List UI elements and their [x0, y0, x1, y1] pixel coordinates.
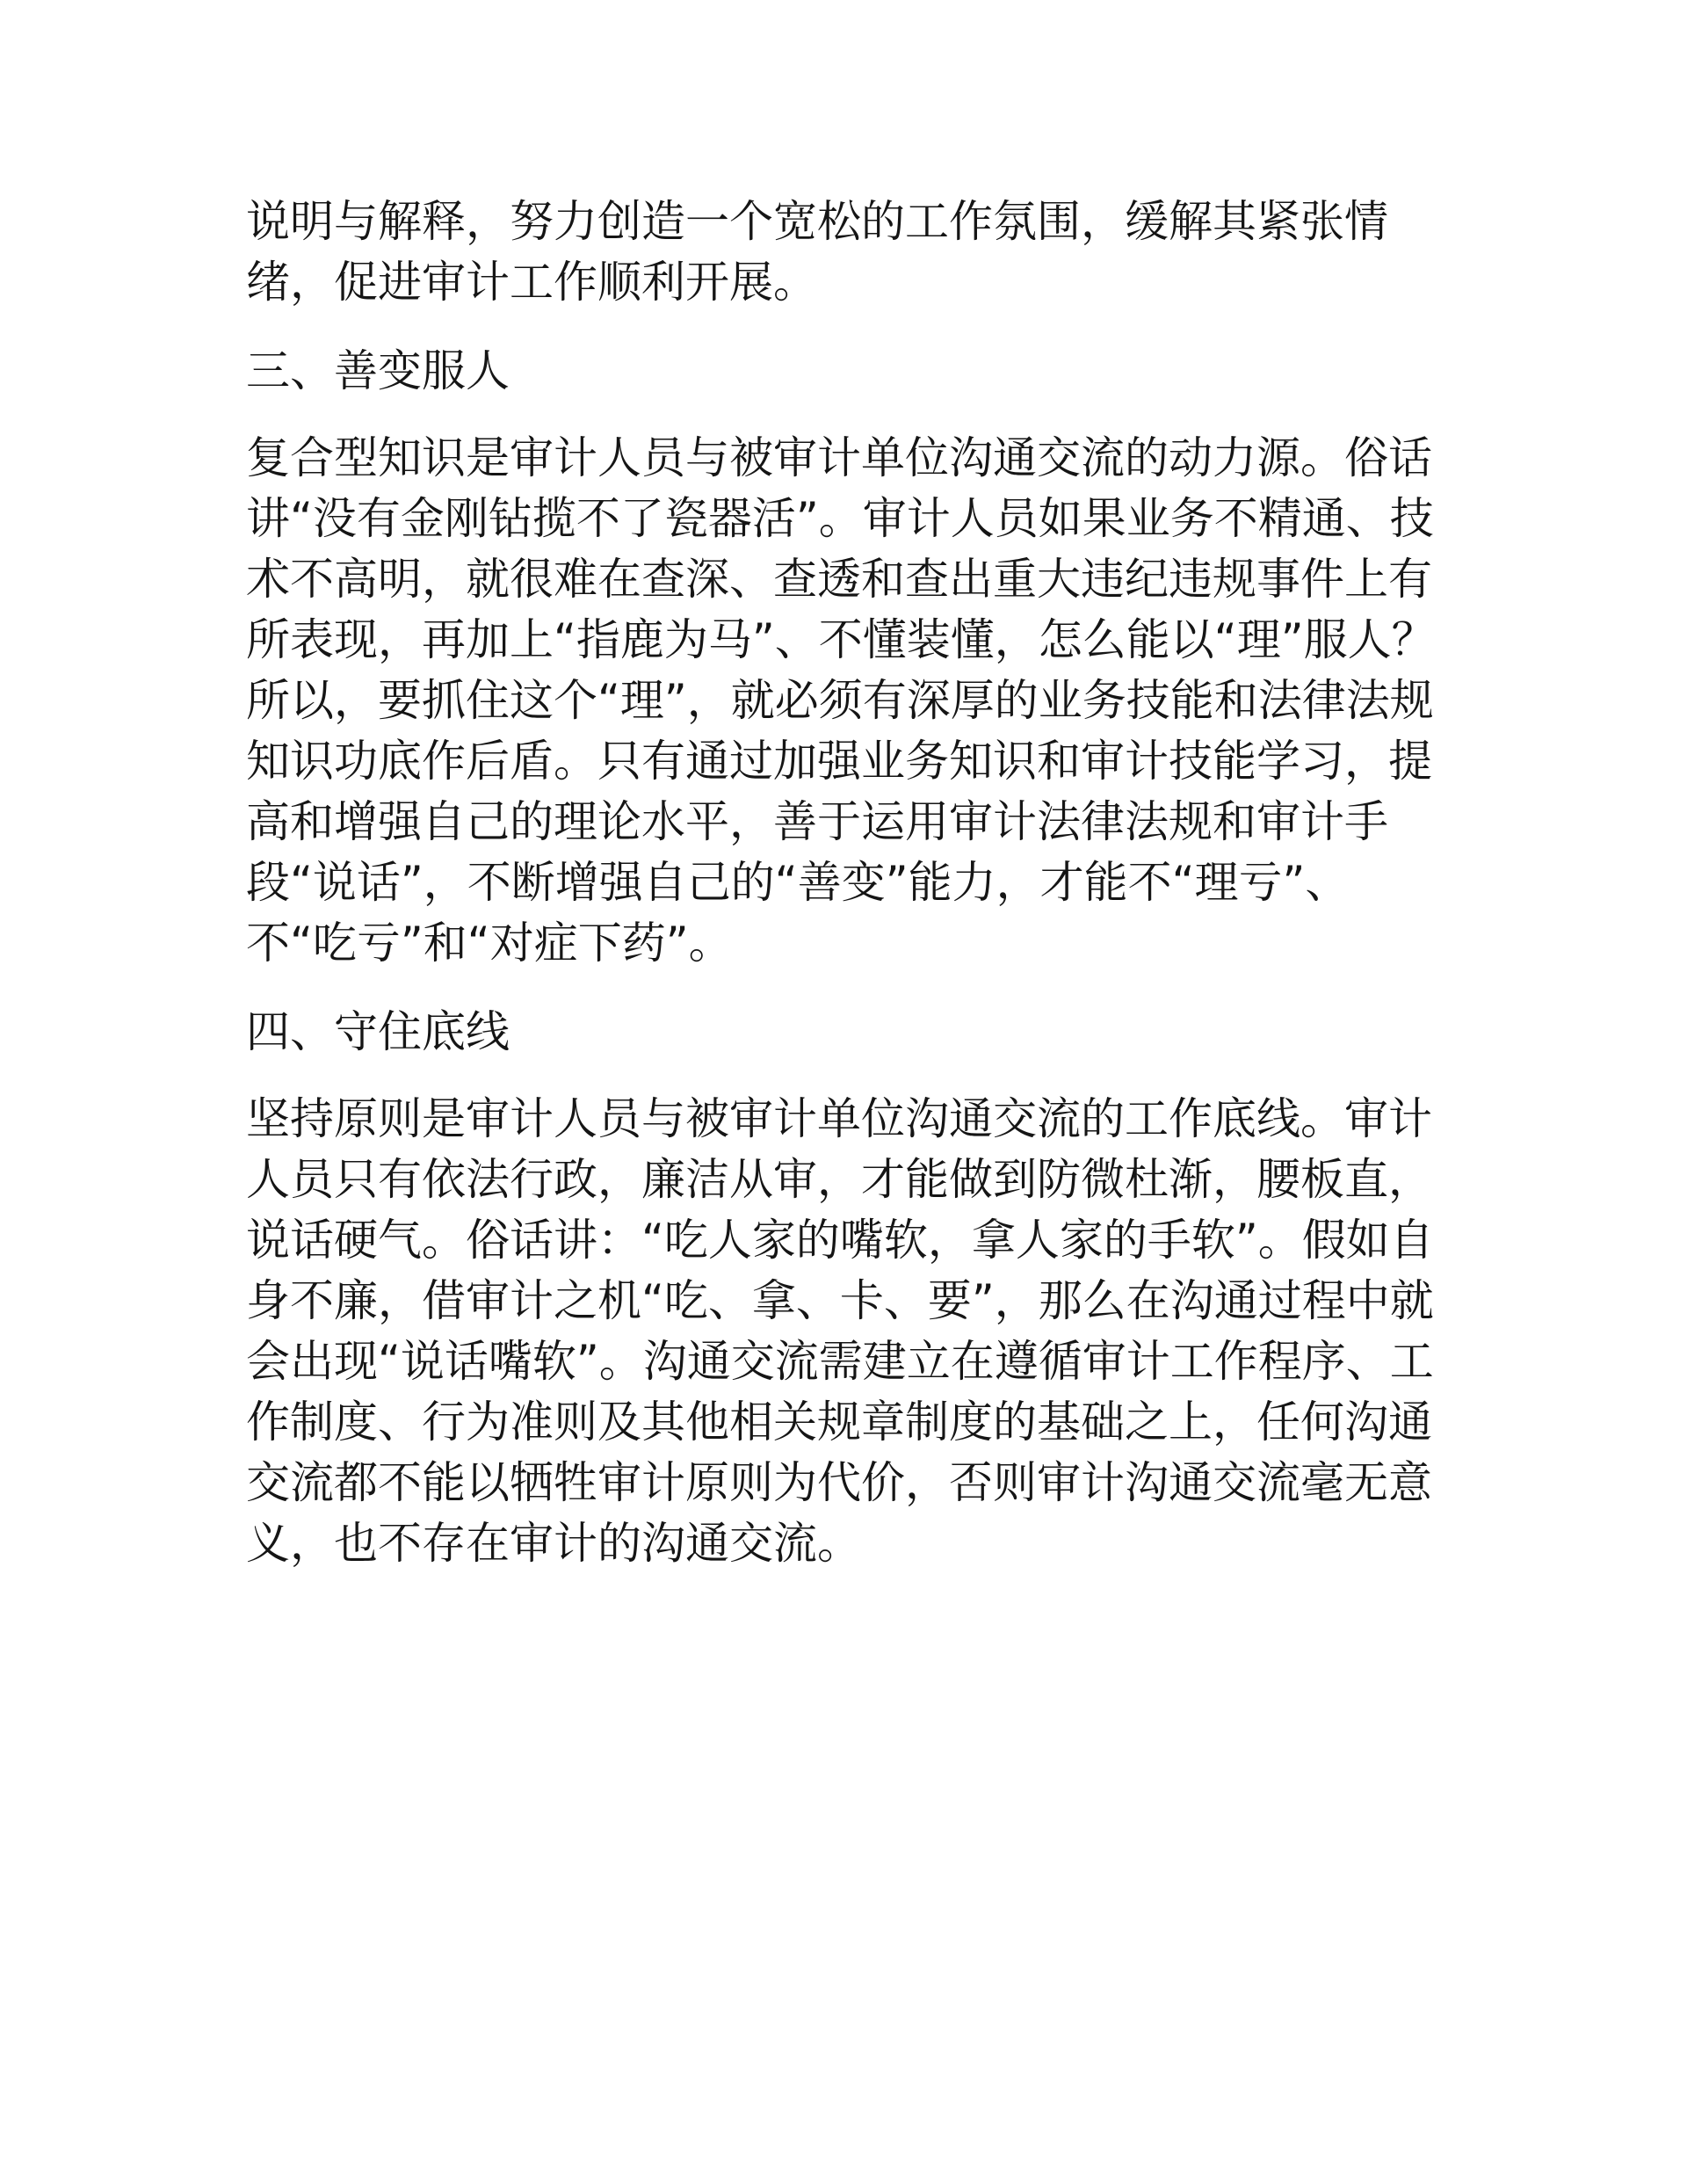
section-heading-3: 三、善变服人	[246, 345, 510, 396]
paragraph-section-4: 坚持原则是审计人员与被审计单位沟通交流的工作底线。审计人员只有依法行政，廉洁从审，才能做到防微杜渐，腰板直，说话硬气。俗话讲：“吃人家的嘴软，拿人家的手软”。假如自身不廉，借审计之机“吃、拿、卡、要”，那么在沟通过程中就会出现“说话嘴软”。沟通交流需建立在遵循审计工作程序、工作制度、行为准则及其他相关规章制度的基础之上，任何沟通交流都不能以牺牲审计原则为代价，否则审计沟通交流毫无意义，也不存在审计的沟通交流。	[246, 1093, 1434, 1569]
paragraph-section-3: 复合型知识是审计人员与被审计单位沟通交流的动力源。俗话讲“没有金刚钻揽不了瓷器活”。审计人员如果业务不精通、技术不高明，就很难在查深、查透和查出重大违纪违规事件上有所表现，再加上“指鹿为马”、不懂装懂，怎么能以“理”服人？所以，要抓住这个“理”，就必须有深厚的业务技能和法律法规知识功底作后盾。只有通过加强业务知识和审计技能学习，提高和增强自己的理论水平，善于运用审计法律法规和审计手段“说话”，不断增强自己的“善变”能力，才能不“理亏”、不“吃亏”和“对症下药”。	[246, 432, 1436, 969]
document-body	[246, 192, 1445, 1602]
paragraph-intro-continuation: 说明与解释，努力创造一个宽松的工作氛围，缓解其紧张情绪，促进审计工作顺利开展。	[246, 196, 1388, 308]
section-heading-4: 四、守住底线	[246, 1006, 510, 1057]
